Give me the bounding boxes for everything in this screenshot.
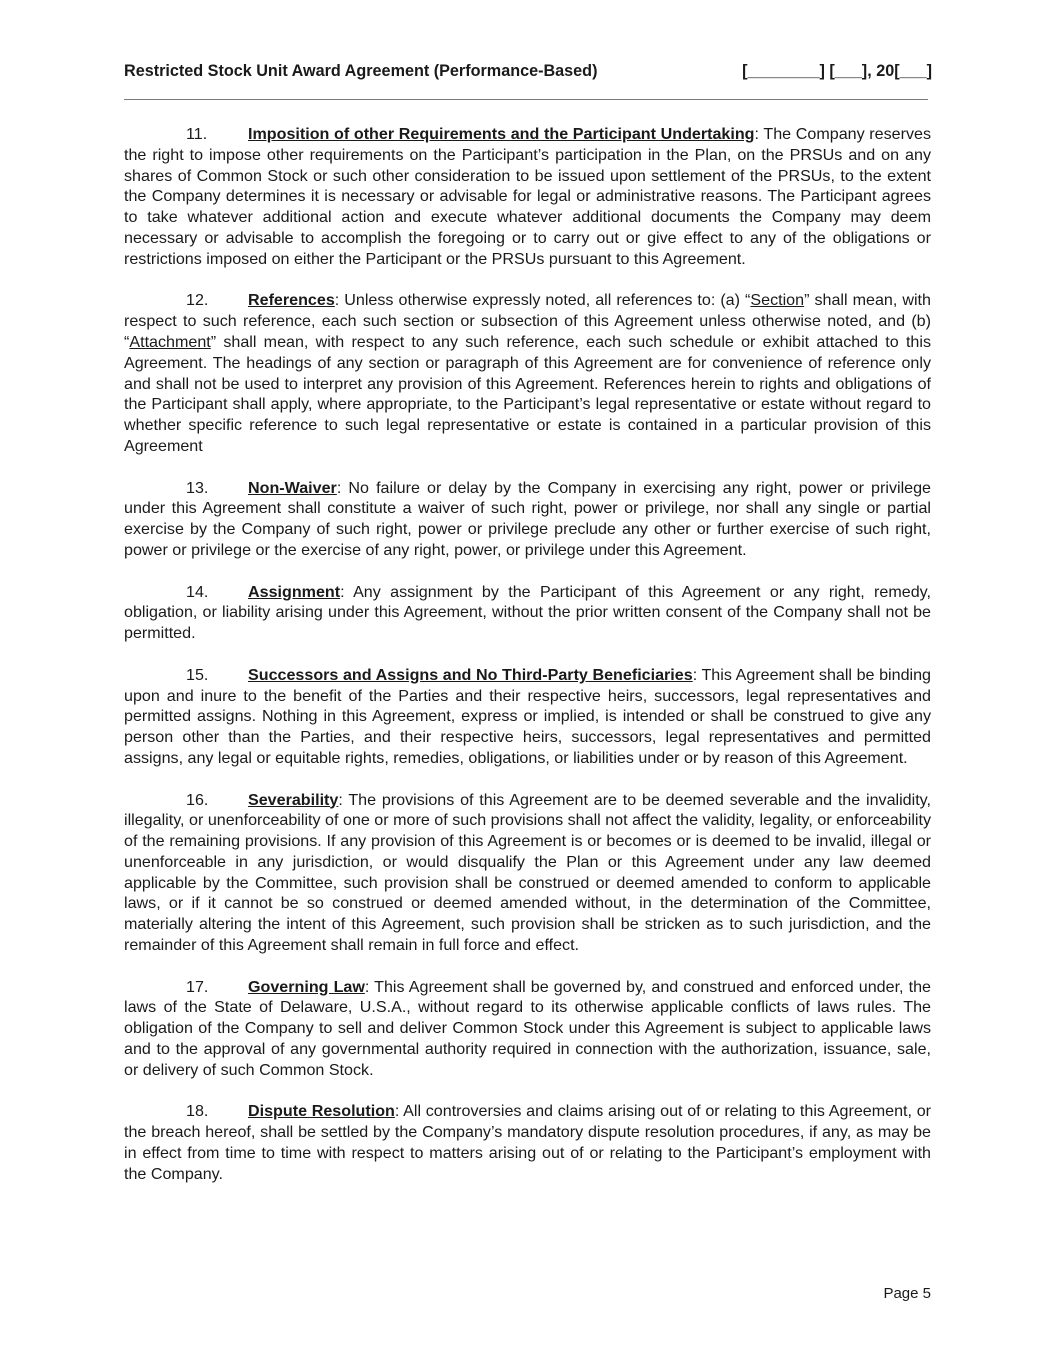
section-text: : The Company reserves the right to impose other requirements on the Participant’s participation in the Plan, on the PRSUs and on any shares of Common Stock or such other consideration to be issued upon settlement of the PRSUs, to the extent the Company determines it is necessary or advisable for legal or administrative reasons. The Participant agrees to take whatever additional action and execute whatever additional documents the Company may deem necessary or advisable to accomplish the foregoing or to carry out or give effect to any of the obligations or restrictions imposed on either the Participant or the PRSUs pursuant to this Agreement. — [124, 125, 932, 268]
page-number: Page 5 — [883, 1285, 931, 1302]
section-heading: Severability — [248, 790, 339, 809]
section-number: 17. — [186, 977, 209, 996]
section-12 — [124, 290, 931, 456]
section-15 — [124, 665, 931, 769]
page-header — [124, 62, 932, 86]
section-heading: Imposition of other Requirements and the Participant Undertaking — [248, 125, 755, 143]
section-11 — [124, 124, 931, 270]
defined-term-section: Section — [750, 291, 805, 310]
section-text: : Any assignment by the Participant of this Agreement or any right, remedy, obligation, or liability arising under this Agreement, without the prior written consent of the Company shall not be permitted. — [124, 582, 931, 643]
document-body — [124, 124, 931, 1205]
section-number: 18. — [186, 1102, 209, 1121]
header-divider — [124, 99, 928, 100]
section-text: : This Agreement shall be binding upon and inure to the benefit of the Parties and their respective heirs, successors, legal representatives and permitted assigns. Nothing in this Agreement, express or implied, is intended or shall be construed to give any person other than the Parties, and their respective heirs, successors, legal representatives and permitted assigns, any legal or equitable rights, remedies, obligations, or liabilities under or by reason of this Agreement. — [124, 665, 932, 767]
section-heading: Governing Law — [248, 977, 365, 996]
section-number: 15. — [186, 665, 209, 684]
header-title: Restricted Stock Unit Award Agreement (Performance-Based) — [124, 62, 598, 80]
section-number: 14. — [186, 582, 209, 601]
section-text: : All controversies and claims arising out of or relating to this Agreement, or the breach hereof, shall be settled by the Company’s mandatory dispute resolution procedures, if any, as may be in effect from time to time with respect to matters arising out of or relating to the Participant’s employment with the Company. — [124, 1102, 932, 1183]
section-heading: Dispute Resolution — [248, 1102, 395, 1121]
section-17 — [124, 977, 931, 1081]
section-heading: Successors and Assigns and No Third-Party Beneficiaries — [248, 665, 693, 684]
section-number: 16. — [186, 790, 209, 809]
section-text: : The provisions of this Agreement are to be deemed severable and the invalidity, illegality, or unenforceability of one or more of such provisions shall not affect the validity, legality, or enforceability of the remaining provisions. If any provision of this Agreement is or becomes or is deemed to be invalid, illegal or unenforceable in any jurisdiction, or would disqualify the Plan or this Agreement under any law deemed applicable by the Committee, such provision shall be construed or deemed amended to conform to applicable laws, or if it cannot be so construed or deemed amended without, in the determination of the Committee, materially altering the intent of this Agreement, such provision shall be stricken as to such jurisdiction, and the remainder of this Agreement shall remain in full force and effect. — [124, 790, 931, 955]
defined-term-attachment: Attachment — [129, 332, 211, 351]
section-text: : This Agreement shall be governed by, and construed and enforced under, the laws of the State of Delaware, U.S.A., without regard to its otherwise applicable conflicts of laws rules. The obligation of the Company to sell and deliver Common Stock under this Agreement is subject to applicable laws and to the approval of any governmental authority required in connection with the authorization, issuance, sale, or delivery of such Common Stock. — [124, 977, 931, 1079]
section-16 — [124, 790, 931, 956]
section-14 — [124, 582, 931, 644]
section-text: ” shall mean, with respect to such reference, each such section or subsection of this Agreement unless otherwise noted, and (b) “ — [124, 291, 931, 351]
section-number: 13. — [186, 478, 209, 497]
section-text: : No failure or delay by the Company in exercising any right, power or privilege under this Agreement shall constitute a waiver of such right, power or privilege, nor shall any single or partial exercise by the Company of such right, power or privilege preclude any other or further exercise of such right, power or privilege or the exercise of any right, power, or privilege under this Agreement. — [124, 478, 931, 559]
header-date-placeholder: [________] [___], 20[___] — [742, 62, 932, 80]
section-number: 12. — [186, 291, 209, 310]
section-number: 11. — [186, 125, 208, 143]
section-heading: Non-Waiver — [248, 478, 337, 497]
section-text: : Unless otherwise expressly noted, all references to: (a) “ — [334, 291, 751, 310]
section-18 — [124, 1101, 931, 1184]
section-heading: Assignment — [248, 582, 341, 601]
section-heading: References — [248, 291, 335, 310]
section-13 — [124, 478, 931, 561]
section-text: ” shall mean, with respect to any such reference, each such schedule or exhibit attached to this Agreement. The headings of any section or paragraph of this Agreement are for convenience of reference only and shall not be used to interpret any provision of this Agreement. References herein to rights and obligations of the Participant shall apply, where appropriate, to the Participant’s legal representative or estate without regard to whether specific reference to such legal representative or estate is contained in a particular provision of this Agreement — [124, 332, 931, 455]
